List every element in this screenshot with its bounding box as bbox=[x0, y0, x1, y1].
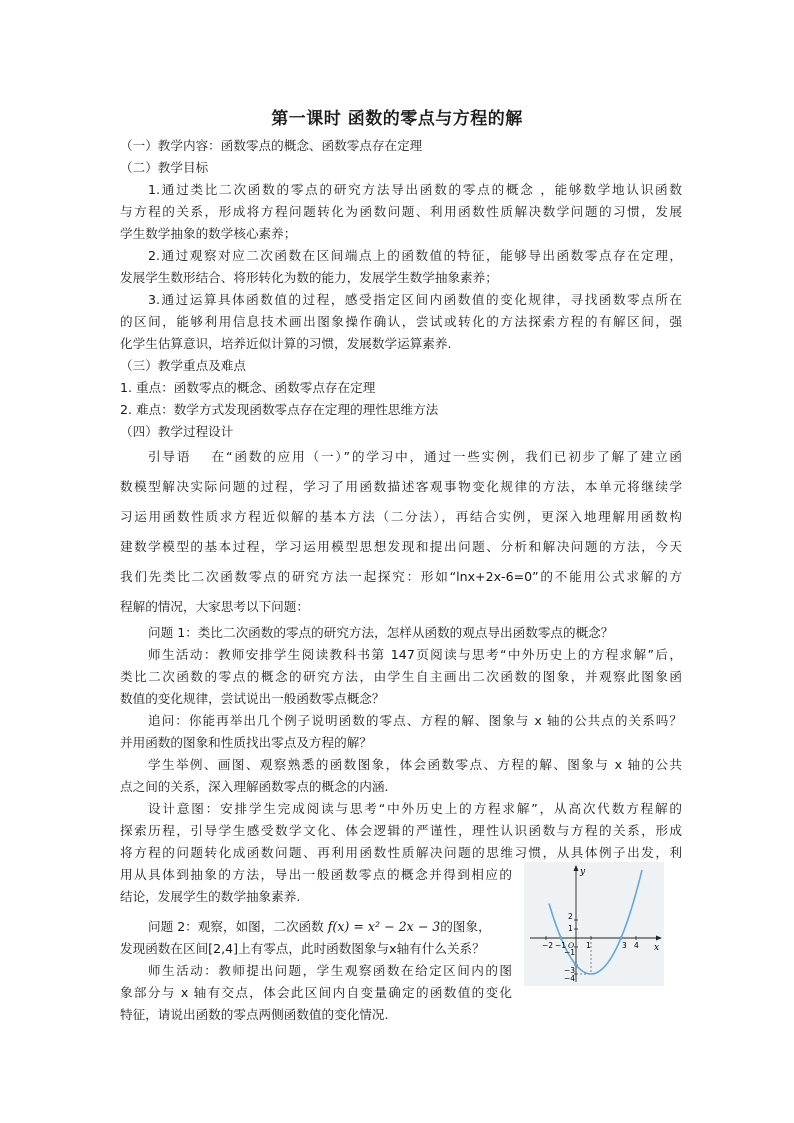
intro-line: 我们先类比二次函数零点的研究方法一起探究：形如“lnx+2x-6=0”的不能用公式求解的方 bbox=[120, 569, 682, 584]
y-tick-label: 1 bbox=[568, 924, 573, 933]
x-tick-label: 4 bbox=[634, 941, 639, 950]
parabola-figure bbox=[524, 862, 664, 986]
activity-1-line: 类比二次函数的零点的概念的研究方法，由学生自主画出二次函数的图象，并观察此图象函 bbox=[120, 669, 682, 684]
section-content-heading: （一）教学内容：函数零点的概念、函数零点存在定理 bbox=[120, 138, 423, 153]
y-tick-label: −3 bbox=[564, 966, 576, 975]
activity-2-line: 特征，请说出函数的零点两侧函数值的变化情况. bbox=[120, 1007, 389, 1022]
goal-1-line: 与方程的关系，形成将方程问题转化为函数问题、利用函数性质解决数学问题的习惯，发展 bbox=[120, 204, 682, 219]
y-axis-arrow bbox=[574, 865, 579, 871]
design-intent-line: 将方程的问题转化成函数问题、再利用函数性质解决问题的思维习惯，从具体例子出发，利 bbox=[120, 845, 682, 860]
intro-line: 习运用函数性质求方程近似解的基本方法（二分法），再结合实例，更深入地理解用函数构 bbox=[120, 509, 682, 524]
design-intent-line: 结论，发展学生的数学抽象素养. bbox=[120, 889, 301, 904]
x-axis-arrow bbox=[656, 936, 662, 941]
goal-3-line: 3.通过运算具体函数值的过程，感受指定区间内函数值的变化规律，寻找函数零点所在 bbox=[148, 292, 682, 307]
goal-2-line: 2.通过观察对应二次函数在区间端点上的函数值的特征，能够导出函数零点存在定理， bbox=[148, 248, 682, 263]
x-tick-label: 3 bbox=[622, 941, 627, 950]
y-tick-label: −4 bbox=[564, 974, 576, 983]
intro-line: 建数学模型的基本过程，学习运用模型思想发现和提出问题、分析和解决问题的方法，今天 bbox=[120, 539, 682, 554]
parabola-curve bbox=[549, 870, 642, 974]
difficult-point: 2. 难点：数学方式发现函数零点存在定理的理性思维方法 bbox=[120, 402, 439, 417]
origin-label: O bbox=[568, 941, 575, 950]
y-tick-label: 2 bbox=[568, 912, 573, 921]
x-axis-label: x bbox=[654, 943, 660, 953]
intro-line: 程解的情况，大家思考以下问题： bbox=[120, 599, 309, 614]
activity-2-line: 象部分与 x 轴有交点，体会此区间内自变量确定的函数值的变化 bbox=[120, 985, 512, 1000]
question-2 bbox=[148, 918, 491, 935]
followup-line: 并用函数的图象和性质找出零点及方程的解？ bbox=[120, 735, 372, 750]
y-tick-label: −1 bbox=[564, 948, 576, 957]
goal-1-line: 学生数学抽象的数学核心素养； bbox=[120, 226, 297, 241]
goal-2-line: 发展学生数形结合、将形转化为数的能力，发展学生数学抽象素养； bbox=[120, 270, 498, 285]
parabola-graph bbox=[524, 862, 664, 986]
design-intent-line: 探索历程，引导学生感受数学文化、体会逻辑的严谨性，理性认识函数与方程的关系，形成 bbox=[120, 823, 682, 838]
x-tick-label: −1 bbox=[555, 941, 567, 950]
question-1: 问题 1：类比二次函数的零点的研究方法，怎样从函数的观点导出函数零点的概念？ bbox=[148, 625, 614, 640]
quadratic-formula: f(x) = x² − 2x − 3 bbox=[327, 919, 441, 934]
section-process-heading: （四）教学过程设计 bbox=[120, 424, 234, 439]
section-goals-heading: （二）教学目标 bbox=[120, 160, 209, 175]
x-tick-label: −2 bbox=[542, 941, 554, 950]
intro-line: 引导语 在“函数的应用（一）”的学习中，通过一些实例，我们已初步了解了建立函 bbox=[148, 449, 682, 464]
students-line: 点之间的关系，深入理解函数零点的概念的内涵. bbox=[120, 779, 389, 794]
question-2-text: 问题 2：观察，如图，二次函数 bbox=[148, 919, 328, 934]
activity-1-line: 师生活动：教师安排学生阅读教科书第 147页阅读与思考“中外历史上的方程求解”后， bbox=[148, 647, 682, 662]
question-2-text: 的图象， bbox=[440, 919, 491, 934]
lesson-title: 第一课时 函数的零点与方程的解 bbox=[271, 109, 523, 129]
students-line: 学生举例、画图、观察熟悉的函数图象，体会函数零点、方程的解、图象与 x 轴的公共 bbox=[148, 757, 682, 772]
goal-3-line: 化学生估算意识，培养近似计算的习惯，发展数学运算素养. bbox=[120, 336, 452, 351]
design-intent-line: 设计意图：安排学生完成阅读与思考“中外历史上的方程求解”，从高次代数方程解的 bbox=[148, 801, 682, 816]
x-tick-label: 1 bbox=[586, 941, 591, 950]
y-axis-label: y bbox=[580, 867, 586, 877]
activity-2-line: 师生活动：教师提出问题，学生观察函数在给定区间内的图 bbox=[148, 963, 512, 978]
goal-1-line: 1.通过类比二次函数的零点的研究方法导出函数的零点的概念 ，能够数学地认识函数 bbox=[148, 182, 682, 197]
intro-line: 数模型解决实际问题的过程，学习了用函数描述客观事物变化规律的方法，本单元将继续学 bbox=[120, 479, 682, 494]
followup-line: 追问：你能再举出几个例子说明函数的零点、方程的解、图象与 x 轴的公共点的关系吗？ bbox=[148, 713, 682, 728]
key-point: 1. 重点：函数零点的概念、函数零点存在定理 bbox=[120, 380, 376, 395]
section-keypoints-heading: （三）教学重点及难点 bbox=[120, 358, 246, 373]
design-intent-line: 用从具体到抽象的方法，导出一般函数零点的概念并得到相应的 bbox=[120, 867, 512, 882]
goal-3-line: 的区间，能够利用信息技术画出图象操作确认，尝试或转化的方法探索方程的有解区间，强 bbox=[120, 314, 682, 329]
question-2-line: 发现函数在区间[2,4]上有零点，此时函数图象与x轴有什么关系？ bbox=[120, 941, 485, 956]
activity-1-line: 数值的变化规律，尝试说出一般函数零点概念？ bbox=[120, 691, 385, 706]
